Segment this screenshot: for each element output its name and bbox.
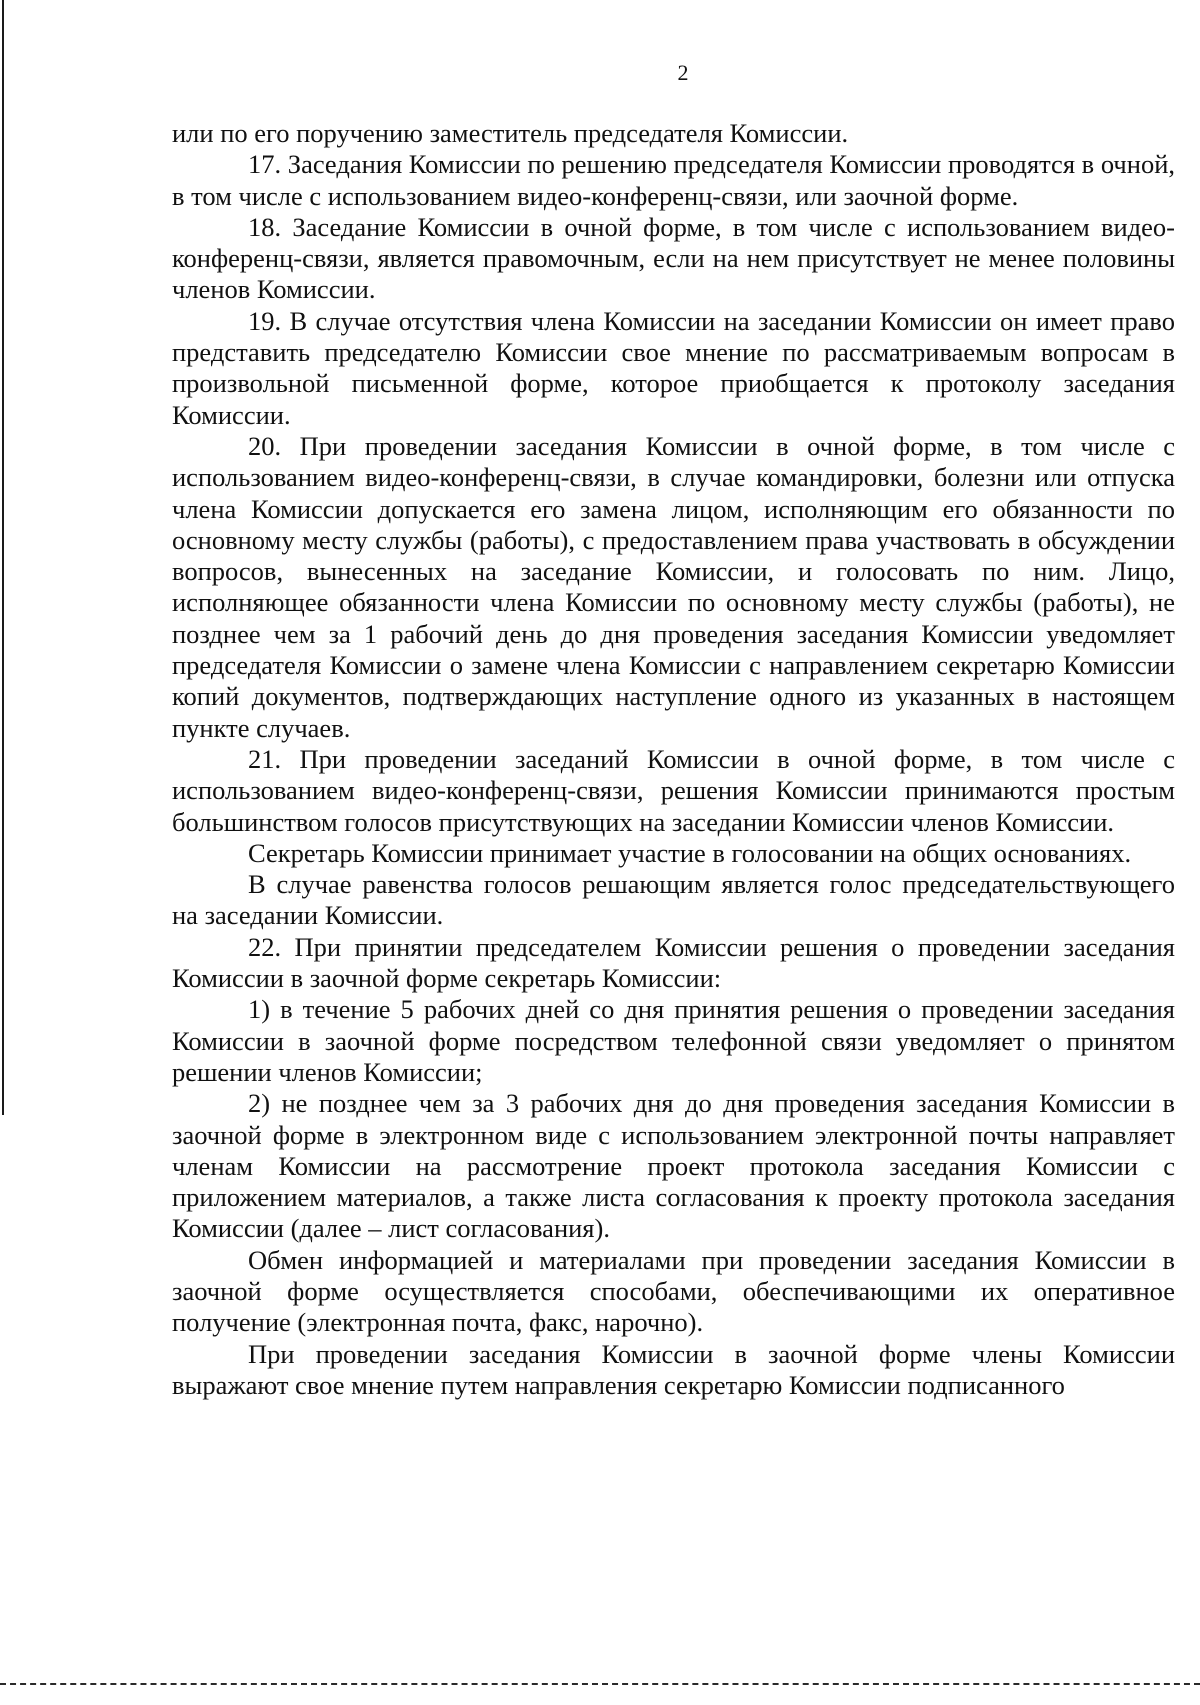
paragraph-exchange: Обмен информацией и материалами при проведении заседания Комиссии в заочной форме осуществляется способами, обеспечивающими их оперативное получение (электронная почта, факс, нарочно). [172, 1244, 1175, 1338]
paragraph-22-item-1: 1) в течение 5 рабочих дней со дня принятия решения о проведении заседания Комиссии в заочной форме посредством телефонной связи уведомляет о принятом решении членов Комиссии; [172, 994, 1175, 1087]
scan-left-edge [2, 0, 4, 1115]
paragraph-21: 21. При проведении заседаний Комиссии в очной форме, в том числе с использованием видео-конференц-связи, решения Комиссии принимаются простым большинством голосов присутствующих на заседании Комиссии членов Комиссии. [172, 743, 1175, 837]
paragraph-absentee-vote: При проведении заседания Комиссии в заочной форме члены Комиссии выражают свое мнение путем направления секретарю Комиссии подписанного [172, 1338, 1175, 1400]
paragraph-17: 17. Заседания Комиссии по решению председателя Комиссии проводятся в очной, в том числе с использованием видео-конференц-связи, или заочной форме. [172, 149, 1175, 211]
document-body [172, 118, 1175, 1401]
paragraph-20: 20. При проведении заседания Комиссии в очной форме, в том числе с использованием видео-конференц-связи, в случае командировки, болезни или отпуска члена Комиссии допускается его замена лицом, исполняющим его обязанности по основному месту службы (работы), с предоставлением права участвовать в обсуждении вопросов, вынесенных на заседание Комиссии, и голосовать по ним. Лицо, исполняющее обязанности члена Комиссии по основному месту службы (работы), не позднее чем за 1 рабочий день до дня проведения заседания Комиссии уведомляет председателя Комиссии о замене члена Комиссии с направлением секретарю Комиссии копий документов, подтверждающих наступление одного из указанных в настоящем пункте случаев. [172, 430, 1175, 743]
paragraph-21-tie: В случае равенства голосов решающим является голос председательствующего на заседании Комиссии. [172, 869, 1175, 931]
scan-bottom-edge [0, 1683, 1200, 1685]
paragraph-22-item-2: 2) не позднее чем за 3 рабочих дня до дня проведения заседания Комиссии в заочной форме в электронном виде с использованием электронной почты направляет членам Комиссии на рассмотрение проект протокола заседания Комиссии с приложением материалов, а также листа согласования к проекту протокола заседания Комиссии (далее – лист согласования). [172, 1088, 1175, 1244]
paragraph-19: 19. В случае отсутствия члена Комиссии на заседании Комиссии он имеет право представить председателю Комиссии свое мнение по рассматриваемым вопросам в произвольной письменной форме, которое приобщается к протоколу заседания Комиссии. [172, 305, 1175, 430]
paragraph-continuation: или по его поручению заместитель председателя Комиссии. [172, 118, 849, 148]
paragraph-18: 18. Заседание Комиссии в очной форме, в том числе с использованием видео-конференц-связи, является правомочным, если на нем присутствует не менее половины членов Комиссии. [172, 211, 1175, 305]
page-number: 2 [677, 60, 689, 85]
paragraph-22: 22. При принятии председателем Комиссии решения о проведении заседания Комиссии в заочной форме секретарь Комиссии: [172, 931, 1175, 994]
paragraph-21-secretary: Секретарь Комиссии принимает участие в голосовании на общих основаниях. [248, 837, 1132, 868]
